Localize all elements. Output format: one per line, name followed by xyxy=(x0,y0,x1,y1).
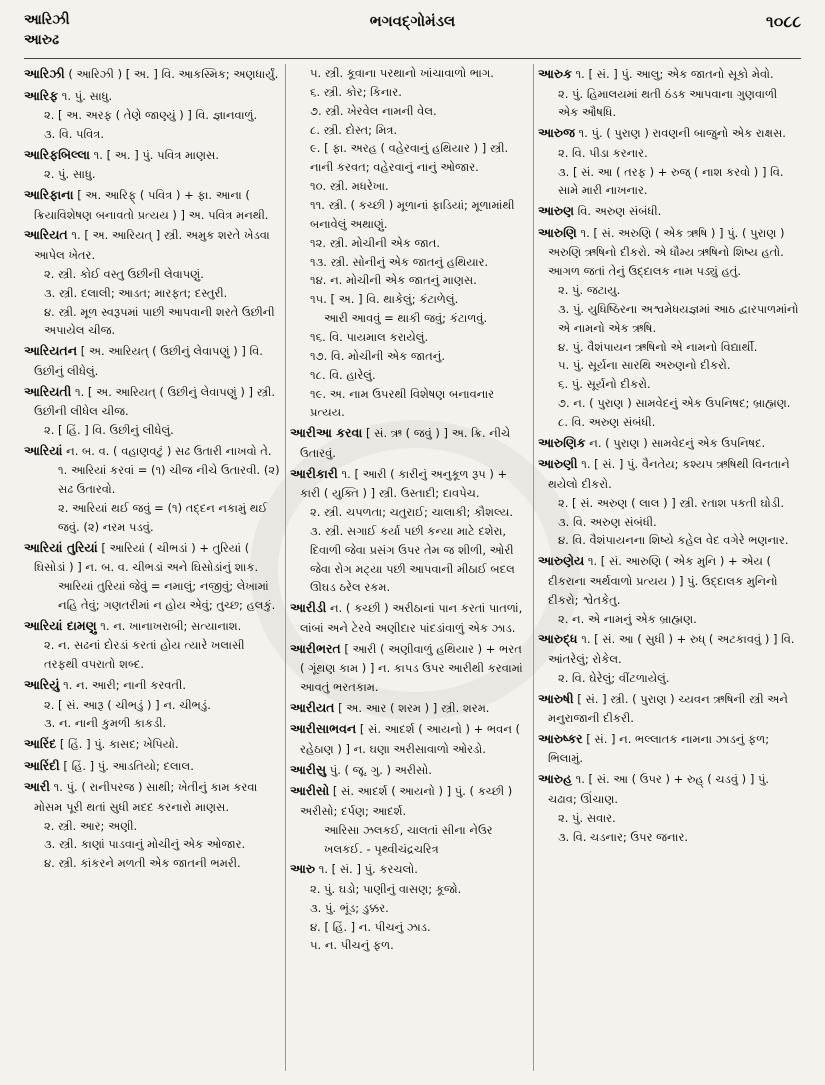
entry-sense: ૧૮. વિ. હારેલું. xyxy=(310,367,376,382)
entry-sense: ૨. સ્ત્રી. આર; અણી. xyxy=(44,818,138,833)
entry-sense: ૧. [ આરી ( કારીનું અનુકૂળ રૂપ ) + કારી ( યુક્તિ ) ] સ્ત્રી. ઉસ્તાદી; દાવપેચ. xyxy=(300,466,508,501)
entry-headword: આરુણેય xyxy=(538,553,585,569)
entry-sense: ૧૪. ન. મોચીની એક જાતનું માણસ. xyxy=(310,273,477,288)
entry-sense: ૧. [ સં. આ ( ઉપર ) + રુહ્ ( ચડવું ) ] પું. ચઢાવ; ઊંચાણ. xyxy=(548,772,770,806)
entry-headword: આરુજ xyxy=(538,125,575,141)
dictionary-entry xyxy=(538,201,800,222)
entry-sense: ૨. પું. હિમાલયમાં થતી ઠંડક આપવાના ગુણવાળી એક ઔષધિ. xyxy=(558,86,778,120)
entry-sense: ૨. સ્ત્રી. ચપળતા; ચતુરાઈ; ચાલાકી; કૌશલ્ય. xyxy=(310,505,514,520)
dictionary-entry xyxy=(290,639,528,697)
dictionary-entry xyxy=(290,598,528,637)
entry-sense: ૮. સ્ત્રી. દોસ્ત; મિત્ર. xyxy=(310,122,398,137)
entry-headword: આરીયત xyxy=(290,699,335,715)
entry-headword: આરિયાં xyxy=(24,442,63,458)
entry-sense: ૩. પું. ભૂંડ; ડુક્કર. xyxy=(310,900,389,915)
dictionary-entry xyxy=(24,382,282,440)
dictionary-entry xyxy=(24,341,282,380)
entry-phrase: આરિયાં તુરિયાં જેવું = નમાલું; નજીવું; લેખામાં નહિ તેવું; ગણતરીમાં ન હોય એવું; તુચ્છ; હલકું. xyxy=(58,579,276,612)
entry-sense: ૧૯. અ. નામ ઉપરથી વિશેષણ બનાવનાર પ્રત્યય. xyxy=(310,386,495,420)
dictionary-entry xyxy=(538,123,800,200)
entry-sense: [ આરી ( અણીવાળું હથિયાર ) + ભરત ( ગૂંથણ કામ ) ] ન. કાપડ ઉપર આરીથી કરવામાં આવતું ભરતકામ. xyxy=(300,641,523,695)
dictionary-entry xyxy=(24,777,282,873)
entry-phrase: ૨. આરિયાં થઈ જવું = (૧) તદ્દન નકામું થઈ જવું. (૨) નરમ પડવું. xyxy=(58,501,268,534)
dictionary-column-1 xyxy=(24,64,282,874)
entry-headword: આરિયત xyxy=(24,227,68,243)
entry-sense: ૩. ન. નાની કુમળી કાકડી. xyxy=(44,716,167,731)
entry-sense: ૧. [ સં. ] પું. કરચલો. xyxy=(318,862,418,877)
dictionary-column-3 xyxy=(538,64,800,847)
entry-sense: ૧. [ સં. અરુણિ ( એક ઋષિ ) ] પું. ( પુરાણ ) અરુણિ ઋષિનો દીકરો. એ ધૌમ્ય ઋષિનો શિષ્ય હતો. આગળ જતાં તેનું ઉદ્દાલક નામ પડ્યું હતું. xyxy=(548,225,785,279)
entry-sense: ૨. ન. એ નામનું એક બ્રાહ્મણ. xyxy=(558,611,697,626)
entry-sense: ન. બ. વ. ( વહાણવટું ) સઢ ઉતારી નાખવો તે. xyxy=(66,443,272,458)
header-rule xyxy=(24,58,801,59)
entry-sense: ૨. [ હિં. ] વિ. ઉછીનું લીધેલું. xyxy=(44,422,174,437)
entry-phrase: આરી આવવું = થાકી જવું; કંટાળવું. xyxy=(324,311,488,326)
entry-headword: આરુક xyxy=(538,66,572,81)
entry-sense: ૩. પું. યુધિષ્ઠિરના અશ્વમેધયજ્ઞમાં આઠ દ્વારપાળમાંનો એ નામનો એક ઋષિ. xyxy=(558,301,799,335)
entry-sense: ૨. સ્ત્રી. કોઈ વસ્તુ ઉછીની લેવાપણું. xyxy=(44,266,204,281)
entry-sense: [ હિં. ] પું. આડતિયો; દલાલ. xyxy=(63,758,194,773)
entry-sense: [ અ. આર ( શરમ ) ] સ્ત્રી. શરમ. xyxy=(338,700,490,715)
entry-sense: ૧૦. સ્ત્રી. મધરેખા. xyxy=(310,179,389,194)
entry-sense: ૨. [ સં. અરુણ ( લાલ ) ] સ્ત્રી. રતાશ પકતી ઘોડી. xyxy=(558,495,784,510)
entry-sense: [ અ. આરિફ્ ( પવિત્ર ) + ફા. આના ( ક્રિયાવિશેષણ બનાવતો પ્રત્યય ) ] અ. પવિત્ર મનથી. xyxy=(34,188,269,222)
dictionary-entry xyxy=(538,64,800,122)
entry-sense: ન. ( કચ્છી ) અરીઠાનાં પાન કરતાં પાતળાં, લાંબાં અને ટેરવે અણીદાર પાંદડાંવાળું એક ઝાડ. xyxy=(300,601,523,635)
entry-sense: ૧. પું. સાધુ. xyxy=(61,88,113,103)
entry-sense: ૫. સ્ત્રી. કૂવાના પરથાનો ખાંચાવાળો ભાગ. xyxy=(310,66,494,80)
entry-sense: ૧૫. [ અ. ] વિ. થાકેલું; કંટાળેલું. xyxy=(310,292,459,307)
dictionary-entry xyxy=(538,629,800,687)
entry-phrase: આરિસા ઝલકઈ, ચાલતાં સીના નેઉર ખલકઈ. ‑ પૃથ્વીચંદ્રચરિત્ર xyxy=(324,822,493,856)
entry-sense: ૪. પું. વૈશંપાયન ઋષિનો એ નામનો વિદ્યાર્થી. xyxy=(558,339,758,354)
dictionary-entry xyxy=(290,464,528,598)
dictionary-column-2 xyxy=(290,64,528,956)
entry-headword: આરીસો xyxy=(290,783,330,799)
entry-sense: ૩. વિ. અરુણ સંબંધી. xyxy=(558,514,657,529)
dictionary-entry xyxy=(24,64,282,85)
dictionary-entry xyxy=(290,719,528,758)
entry-headword: આરિયતન xyxy=(24,343,78,359)
entry-headword: આરુહ xyxy=(538,771,572,787)
entry-headword: આરીકારી xyxy=(290,465,338,481)
dictionary-entry xyxy=(290,781,528,858)
entry-sense: ૧. [ સં. આરુણિ ( એક મુનિ ) + એય ( દીકરાના અર્થવાળો પ્રત્યય ) ] પું. ઉદ્દાલક મુનિનો દીકરો; શ્વેતકેતુ. xyxy=(548,554,778,607)
entry-headword: આરીસુ xyxy=(290,761,327,777)
entry-sense: ૪. [ હિં. ] ન. પીચનું ઝાડ. xyxy=(310,919,431,934)
dictionary-entry xyxy=(290,423,528,462)
dictionary-entry xyxy=(538,551,800,628)
entry-sense: ૧. [ સં. ] પું. વૈનતેય; કશ્યપ ઋષિથી વિનતાને થયેલો દીકરો. xyxy=(548,457,790,491)
dictionary-entry xyxy=(24,538,282,615)
dictionary-entry xyxy=(538,729,800,768)
entry-sense: [ આરિયાં ( ચીભડાં ) + તુરિયાં ( ઘિસોડાં ) ] ન. બ. વ. ચીભડાં અને ઘિસોડાંનું શાક. xyxy=(34,540,259,575)
entry-sense: ૨. વિ. પીડા કરનાર. xyxy=(558,145,648,160)
entry-sense: ૧. ન. આરી; નાની કરવતી. xyxy=(63,678,187,693)
entry-sense: ૧. પું. ( રાનીપરજ ) સાથી; ખેતીનું કામ કરવા મોસમ પૂરી થતાં સુધી મદદ કરનારો માણસ. xyxy=(34,780,258,814)
entry-sense: ૫. પું. સૂર્યના સારથિ અરુણનો દીકરો. xyxy=(558,358,731,373)
entry-sense: ૨. પું. સવાર. xyxy=(558,810,616,825)
entry-phrase: ૧. આરિયાં કરવાં = (૧) ચીજ નીચે ઉતારવી. (૨) સઢ ઉતારવો. xyxy=(58,463,280,497)
entry-headword: આરિફ xyxy=(24,87,59,103)
entry-sense: ૬. પું. સૂર્યનો દીકરો. xyxy=(558,377,651,392)
entry-sense: ૧. ન. ખાનાખરાબી; સત્યાનાશ. xyxy=(100,618,242,633)
dictionary-entry xyxy=(24,86,282,144)
dictionary-entry xyxy=(24,441,282,537)
column-divider xyxy=(533,64,534,1071)
entry-sense: [ સં. આદર્શ ( આયનો ) ] પું. ( કચ્છી ) અરીસો; દર્પણ; આદર્શ. xyxy=(300,784,513,818)
entry-sense: ૮. વિ. અરુણ સંબંધી. xyxy=(558,415,656,430)
entry-headword: આરીડી xyxy=(290,600,327,616)
entry-sense: ૩. વિ. પવિત્ર. xyxy=(44,126,104,141)
dictionary-entry xyxy=(290,760,528,781)
entry-headword: આરિંદી xyxy=(24,757,60,773)
entry-sense: ૧૨. સ્ત્રી. મોચીની એક જાત. xyxy=(310,235,441,250)
entry-sense: ૨. ન. સઢનાં દોરડાં કરતાં હોય ત્યારે ખલાસી તરફથી વપરાતો શબ્દ. xyxy=(44,638,245,672)
entry-sense: ૧૧. સ્ત્રી. ( કચ્છી ) મૂળાનાં ફાડિયાં; મૂળામાંથી બનાવેલું અથાણું. xyxy=(310,198,515,231)
dictionary-entry xyxy=(538,223,800,432)
entry-sense: [ સં. ] ન. ભલ્લાતક નામના ઝાડનું ફળ; ભિલામું. xyxy=(548,731,770,766)
page-number: ૧૦૮૮ xyxy=(765,12,801,31)
entry-headword: આરીભરત xyxy=(290,640,341,656)
entry-sense: ૨. પું. સાધુ. xyxy=(44,167,96,182)
entry-headword: આરુષી xyxy=(538,690,574,706)
entry-sense: ૩. સ્ત્રી. સગાઈ કર્યા પછી કન્યા માટે દશેરા, દિવાળી જેવા પ્રસંગ ઉપર તેમ જ શીળી, ઓરી જેવા રોગ મટ્યા પછી આપવાની મીઠાઈ બદલ ઊઘડ ઠરેલ રકમ. xyxy=(310,523,515,595)
entry-sense: પું. ( જૂ. ગુ. ) અરીસો. xyxy=(329,762,432,777)
dictionary-entry xyxy=(24,145,282,184)
entry-sense: [ સં. ઋ ( જવું ) ] અ. ક્રિ. નીચે ઉતારવું. xyxy=(300,426,511,460)
dictionary-entry xyxy=(538,689,800,728)
entry-headword: આરુણિક xyxy=(538,434,586,450)
entry-headword: આરુષ્કર xyxy=(538,730,583,746)
entry-sense: ૧. [ અ. આરિયત્ ] સ્ત્રી. અમુક શરતે ખેડવા આપેલ ખેતર. xyxy=(34,228,270,262)
entry-headword: આરુદ્ધ xyxy=(538,631,578,647)
page-header xyxy=(24,12,801,52)
entry-sense: ૪. સ્ત્રી. મૂળ સ્વરૂપમાં પાછી આપવાની શરતે ઉછીની અપાયેલ ચીજ. xyxy=(44,304,275,338)
entry-headword: આરીસાભવન xyxy=(290,721,357,737)
entry-sense: [ સં. ] સ્ત્રી. ( પુરાણ ) ચ્યવન ઋષિની સ્ત્રી અને મનુરાજાની દીકરી. xyxy=(548,691,788,726)
entry-sense: ૧. [ સં. ] પું. આલુ; એક જાતનો સૂકો મેવો. xyxy=(575,67,774,81)
entry-sense: ૧. [ સં. આ ( સુધી ) + રુધ્ ( અટકાવવું ) ] વિ. આંતરેલું; રોકેલ. xyxy=(548,632,795,666)
entry-sense: ૯. [ ફા. અરહ ( વહેરવાનું હથિયાર ) ] સ્ત્રી. નાની કરવત; વહેરવાનું નાનું ઓજાર. xyxy=(310,141,509,175)
entry-sense: ૫. ન. પીચનું ફળ. xyxy=(310,938,394,953)
dictionary-entry xyxy=(24,185,282,224)
entry-headword: આરિફબિલ્લા xyxy=(24,146,90,162)
guide-word-second: આરુઢ xyxy=(24,32,60,48)
page-title: ભગવદ્ગોમંડલ xyxy=(369,12,456,30)
entry-sense: [ અ. આરિયત્ ( ઉછીનું લેવાપણું ) ] વિ. ઉછીનું લીધેલું. xyxy=(34,344,263,378)
dictionary-entry xyxy=(24,616,282,674)
dictionary-entry xyxy=(290,859,528,955)
dictionary-entry xyxy=(24,734,282,755)
entry-sense: ૨. વિ. ઘેરેલું; વીંટળાયેલું. xyxy=(558,670,670,685)
entry-sense: ૨. [ સં. આરૂ ( ચીભડું ) ] ન. ચીભડું. xyxy=(44,697,211,712)
dictionary-entry xyxy=(290,698,528,719)
entry-headword: આરી xyxy=(24,779,50,795)
entry-sense: ૭. ન. ( પુરાણ ) સામવેદનું એક ઉપનિષદ; બ્રાહ્મણ. xyxy=(558,396,791,411)
entry-headword: આરુણી xyxy=(538,456,578,472)
entry-headword: આરિંદ xyxy=(24,736,57,752)
entry-sense: ૧. પું. ( પુરાણ ) રાવણની બાજુનો એક રાક્ષસ. xyxy=(578,126,786,141)
entry-headword: આરુણ xyxy=(538,203,574,219)
entry-sense: ૨. [ અ. અરફ ( તેણે જાણ્યું ) ] વિ. જ્ઞાનવાળું. xyxy=(44,108,258,122)
entry-sense: વિ. અરુણ સંબંધી. xyxy=(577,204,662,219)
entry-sense: ( આરિઝી ) [ અ. ] વિ. આકસ્મિક; અણધાર્યું. xyxy=(68,67,279,81)
entry-sense: [ સં. આદર્શ ( આયનો ) + ભવન ( રહેઠાણ ) ] ન. ઘણા અરીસાવાળો ઓરડો. xyxy=(300,722,521,756)
entry-headword: આરિફાના xyxy=(24,187,74,203)
entry-sense: ૪. સ્ત્રી. કાંકરને મળતી એક જાતની ભમરી. xyxy=(44,856,241,871)
entry-headword: આરિયાં દામણુ xyxy=(24,617,97,633)
entry-sense: ૧૬. વિ. પાયમાલ કરાયેલું. xyxy=(310,330,429,345)
entry-sense: [ હિં. ] પું. કાસદ; ખેપિયો. xyxy=(59,737,179,752)
entry-sense: ૧૩. સ્ત્રી. સોનીનું એક જાતનું હથિયાર. xyxy=(310,254,489,269)
entry-sense: ૬. સ્ત્રી. કોર; કિનાર. xyxy=(310,84,402,99)
entry-sense: ૩. વિ. ચડનાર; ઉપર જનાર. xyxy=(558,829,689,844)
entry-sense: ૭. સ્ત્રી. ખેરવેલ નામની વેલ. xyxy=(310,103,437,118)
entry-sense: ૧. [ અ. ] પું. પવિત્ર માણસ. xyxy=(93,147,219,162)
guide-word-first: આરિઝી xyxy=(24,12,70,28)
column-divider xyxy=(285,64,286,1071)
dictionary-entry xyxy=(538,454,800,550)
entry-sense: ૩. સ્ત્રી. કાણાં પાડવાનું મોચીનું એક ઓજાર. xyxy=(44,837,246,852)
entry-sense: ૨. પું. ઘડો; પાણીનું વાસણ; કૂજો. xyxy=(310,881,462,896)
entry-sense: ૩. સ્ત્રી. દલાલી; આડત; મારફત; દસ્તુરી. xyxy=(44,285,228,300)
entry-headword: આરુ xyxy=(290,861,316,877)
entry-sense: ન. ( પુરાણ ) સામવેદનું એક ઉપનિષદ. xyxy=(589,435,766,450)
entry-sense: ૧૭. વિ. મોચીની એક જાતનું. xyxy=(310,348,445,363)
dictionary-entry xyxy=(290,64,528,422)
dictionary-entry xyxy=(538,433,800,454)
entry-headword: આરીઆ કરવા xyxy=(290,425,363,441)
dictionary-entry xyxy=(538,769,800,846)
entry-sense: ૧. [ અ. આરિયત્ ( ઉછીનું લેવાપણું ) ] સ્ત્રી. ઉછીની લીધેલ ચીજ. xyxy=(34,384,275,419)
entry-headword: આરિયાં તુરિયાં xyxy=(24,539,98,555)
entry-sense: ૨. પું. જટાયુ. xyxy=(558,283,621,298)
entry-headword: આરિઝી xyxy=(24,66,65,81)
dictionary-entry xyxy=(24,225,282,340)
dictionary-entry xyxy=(24,675,282,733)
entry-headword: આરિયતી xyxy=(24,383,72,399)
entry-headword: આરુણિ xyxy=(538,224,577,240)
entry-sense: ૩. [ સં. આ ( તરફ ) + રુજ્ ( નાશ કરવો ) ] વિ. સામે મારી નાખનાર. xyxy=(558,164,784,198)
entry-sense: ૪. વિ. વૈશંપાયનના શિષ્યે કહેલ વેદ વગેરે ભણનાર. xyxy=(558,533,789,548)
entry-headword: આરિયું xyxy=(24,677,60,693)
dictionary-entry xyxy=(24,756,282,777)
